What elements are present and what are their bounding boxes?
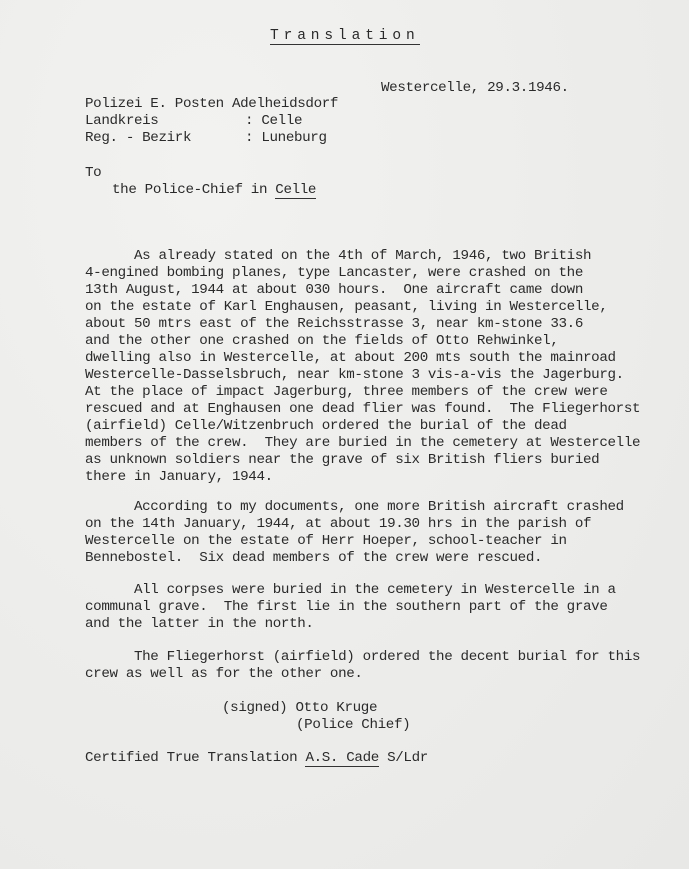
text-line: dwelling also in Westercelle, at about 200 mts south the mainroad [85, 350, 616, 366]
text-line: and the latter in the north. [85, 616, 314, 632]
landkreis-value: : Celle [245, 113, 303, 129]
paragraph-1 [85, 248, 685, 486]
text-line: communal grave. The first lie in the southern part of the grave [85, 599, 608, 615]
text-line: on the 14th January, 1944, at about 19.30 hrs in the parish of [85, 516, 592, 532]
signature-signed: (signed) Otto Kruge [222, 700, 378, 716]
text-line: members of the crew. They are buried in the cemetery at Westercelle [85, 435, 641, 451]
text-line: there in January, 1944. [85, 469, 273, 485]
text-line: and the other one crashed on the fields of Otto Rehwinkel, [85, 333, 559, 349]
document-title: Translation [270, 28, 420, 44]
certification-prefix: Certified True Translation [85, 750, 306, 766]
recipient-place: Celle [275, 182, 317, 198]
certifier-name: A.S. Cade [305, 750, 379, 766]
place-date: Westercelle, 29.3.1946. [381, 80, 569, 96]
text-line: As already stated on the 4th of March, 1946, two British [85, 248, 592, 264]
text-line: (airfield) Celle/Witzenbruch ordered the burial of the dead [85, 418, 567, 434]
text-line: as unknown soldiers near the grave of six British fliers buried [85, 452, 600, 468]
sender-line1: Polizei E. Posten Adelheidsdorf [85, 96, 339, 112]
text-line: crew as well as for the other one. [85, 666, 363, 682]
landkreis-label: Landkreis [85, 113, 159, 129]
text-line: 13th August, 1944 at about 030 hours. One aircraft came down [85, 282, 583, 298]
text-line: The Fliegerhorst (airfield) ordered the decent burial for this [85, 649, 641, 665]
bezirk-value: : Luneburg [245, 130, 327, 146]
paragraph-4 [85, 649, 685, 683]
text-line: At the place of impact Jagerburg, three members of the crew were [85, 384, 608, 400]
text-line: Westercelle on the estate of Herr Hoeper, school-teacher in [85, 533, 567, 549]
text-line: According to my documents, one more British aircraft crashed [85, 499, 624, 515]
text-line: rescued and at Enghausen one dead flier was found. The Fliegerhorst [85, 401, 641, 417]
paragraph-3 [85, 582, 685, 633]
bezirk-label: Reg. - Bezirk [85, 130, 192, 146]
recipient-line [112, 182, 316, 199]
text-line: Westercelle-Dasselsbruch, near km-stone 3 vis-a-vis the Jagerburg. [85, 367, 624, 383]
text-line: Bennebostel. Six dead members of the crew were rescued. [85, 550, 543, 566]
paragraph-2 [85, 499, 685, 567]
text-line: on the estate of Karl Enghausen, peasant, living in Westercelle, [85, 299, 608, 315]
text-line: All corpses were buried in the cemetery in Westercelle in a [85, 582, 616, 598]
signature-role: (Police Chief) [296, 717, 411, 733]
recipient-prefix: the Police-Chief in [112, 182, 276, 198]
text-line: 4-engined bombing planes, type Lancaster, were crashed on the [85, 265, 583, 281]
certification-suffix: S/Ldr [378, 750, 428, 766]
recipient-to: To [85, 165, 102, 181]
certification-line [85, 750, 428, 767]
text-line: about 50 mtrs east of the Reichsstrasse 3, near km-stone 33.6 [85, 316, 583, 332]
